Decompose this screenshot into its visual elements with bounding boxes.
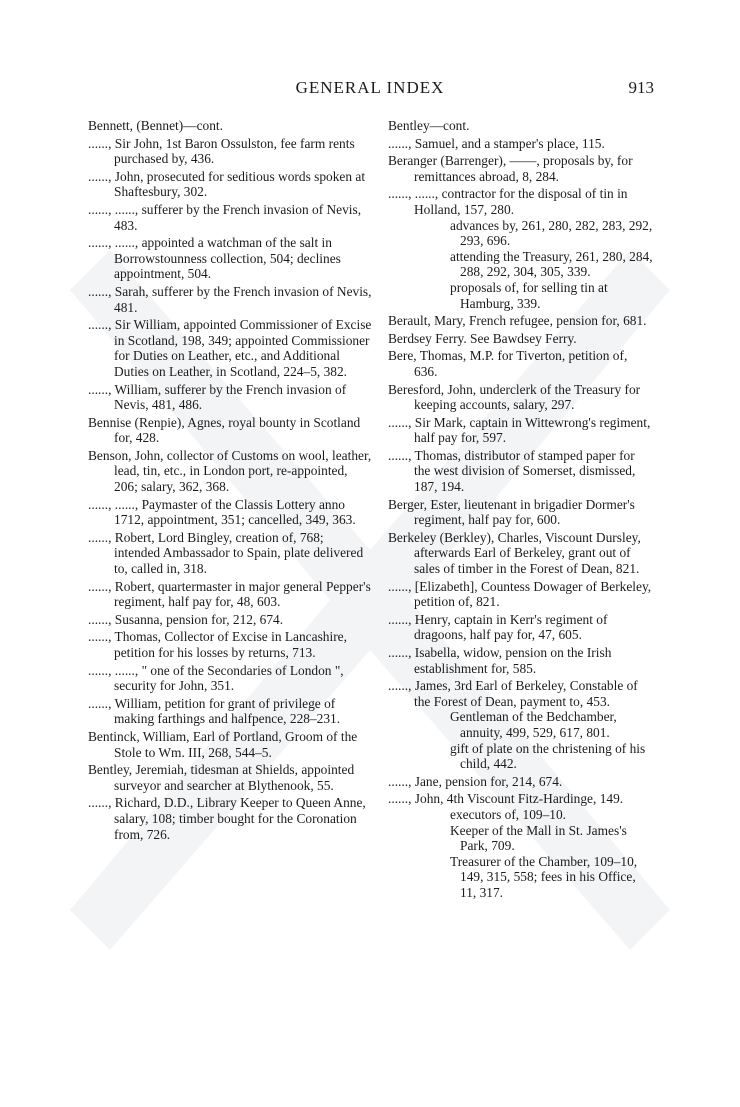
index-entry-text: Bentley, Jeremiah, tidesman at Shields, appointed surveyor and searcher at Blythenook, 55. — [88, 762, 355, 793]
index-entry — [88, 448, 373, 495]
index-subentry: proposals of, for selling tin at Hamburg, 339. — [450, 279, 608, 311]
index-entry-text: ......, Susanna, pension for, 212, 674. — [88, 611, 284, 627]
index-entry-text: ......, [Elizabeth], Countess Dowager of Berkeley, petition of, 821. — [388, 578, 652, 610]
index-entry-text: Bere, Thomas, M.P. for Tiverton, petition of, 636. — [388, 348, 628, 379]
index-entry — [88, 696, 373, 727]
right-index-column — [388, 118, 654, 903]
index-entry — [88, 382, 373, 413]
index-entry — [388, 497, 654, 528]
index-entry — [388, 331, 654, 347]
index-entry-text: ......, Thomas, Collector of Excise in Lancashire, petition for his losses by returns, 713. — [88, 629, 347, 660]
index-subentry: Treasurer of the Chamber, 109–10, 149, 315, 558; fees in his Office, 11, 317. — [450, 853, 638, 900]
index-subentry: Keeper of the Mall in St. James's Park, 709. — [450, 822, 627, 854]
index-entry-text: ......, Henry, captain in Kerr's regiment of dragoons, half pay for, 47, 605. — [388, 611, 608, 643]
index-entry-text: ......, Jane, pension for, 214, 674. — [388, 773, 563, 789]
index-entry-text: ......, ......, Paymaster of the Classis Lottery anno 1712, appointment, 351; cancelled, 349, 363. — [88, 496, 356, 528]
index-entry-text: Berger, Ester, lieutenant in brigadier Dormer's regiment, half pay for, 600. — [388, 496, 635, 528]
index-entry — [88, 497, 373, 528]
index-entry-text: ......, William, petition for grant of privilege of making farthings and halfpence, 228–231. — [88, 695, 341, 727]
index-entry-text: Berkeley (Berkley), Charles, Viscount Dursley, afterwards Earl of Berkeley, grant out of sales of timber in the Forest of Dean, 821. — [388, 529, 641, 577]
index-entry-text: Beranger (Barrenger), ——, proposals by, for remittances abroad, 8, 284. — [388, 153, 633, 184]
continuation-heading: Bentley—cont. — [388, 118, 470, 133]
index-entry-text: Bennise (Renpie), Agnes, royal bounty in Scotland for, 428. — [88, 414, 361, 446]
running-title: GENERAL INDEX — [295, 78, 445, 97]
index-entry — [88, 530, 373, 577]
index-entry — [88, 415, 373, 446]
index-entry — [88, 629, 373, 660]
index-entry — [388, 791, 654, 900]
index-entry — [388, 382, 654, 413]
index-entry — [388, 645, 654, 676]
index-subentry: advances by, 261, 280, 282, 283, 292, 293, 696. — [450, 217, 653, 249]
index-entry-text: ......, ......, " one of the Secondaries of London ", security for John, 351. — [88, 662, 344, 694]
index-entry — [88, 169, 373, 200]
index-entry — [388, 153, 654, 184]
index-entry — [388, 579, 654, 610]
continuation-heading: Bennett, (Bennet)—cont. — [88, 118, 223, 133]
index-entry — [388, 612, 654, 643]
index-entry-text: ......, Sir Mark, captain in Wittewrong's regiment, half pay for, 597. — [388, 414, 651, 446]
index-entry-text: ......, Robert, quartermaster in major general Pepper's regiment, half pay for, 48, 603. — [88, 578, 371, 610]
index-entry-text: Bentinck, William, Earl of Portland, Groom of the Stole to Wm. III, 268, 544–5. — [88, 728, 358, 760]
index-entry — [388, 348, 654, 379]
index-entry — [388, 774, 654, 790]
index-entry-text: ......, Sir William, appointed Commissioner of Excise in Scotland, 198, 349; appointed Commissioner for Duties on Leather, etc., and Additional Duties on Leather, in Scotland, 224–5, 382. — [88, 317, 372, 379]
index-subentry: attending the Treasury, 261, 280, 284, 288, 292, 304, 305, 339. — [450, 248, 653, 280]
index-entry-text: Benson, John, collector of Customs on wool, leather, lead, tin, etc., in London port, re-appointed, 206; salary, 362, 368. — [88, 447, 372, 495]
index-entry — [88, 317, 373, 379]
index-entry-text: ......, Isabella, widow, pension on the Irish establishment for, 585. — [388, 645, 612, 676]
page-number: 913 — [628, 78, 654, 97]
index-entry-text: Beresford, John, underclerk of the Treasury for keeping accounts, salary, 297. — [388, 381, 641, 413]
index-subentry: gift of plate on the christening of his child, 442. — [450, 740, 646, 772]
index-entry — [88, 663, 373, 694]
index-entry-text: ......, Samuel, and a stamper's place, 115. — [388, 135, 605, 151]
index-entry-text: ......, Sir John, 1st Baron Ossulston, fee farm rents purchased by, 436. — [88, 135, 355, 167]
index-entry-text: ......, Richard, D.D., Library Keeper to Queen Anne, salary, 108; timber bought for the Coronation from, 726. — [88, 795, 366, 842]
left-index-column — [88, 118, 373, 844]
index-entry — [88, 729, 373, 760]
page-header — [0, 78, 740, 100]
index-subentry: Gentleman of the Bedchamber, annuity, 499, 529, 617, 801. — [450, 709, 617, 740]
index-entry — [388, 186, 654, 311]
index-entry — [388, 136, 654, 152]
index-entry-text: ......, Sarah, sufferer by the French invasion of Nevis, 481. — [88, 283, 372, 315]
index-entry — [88, 612, 373, 628]
index-entry-text: ......, William, sufferer by the French invasion of Nevis, 481, 486. — [88, 381, 347, 413]
index-entry — [388, 415, 654, 446]
index-entry — [88, 136, 373, 167]
index-entry — [88, 235, 373, 282]
index-entry — [388, 313, 654, 329]
index-entry — [88, 579, 373, 610]
index-entry-text: ......, ......, sufferer by the French invasion of Nevis, 483. — [88, 201, 362, 233]
index-entry-text: ......, Robert, Lord Bingley, creation of, 768; intended Ambassador to Spain, plate delivered to, called in, 318. — [88, 529, 364, 577]
index-entry-text: ......, John, 4th Viscount Fitz-Hardinge, 149. — [388, 791, 624, 807]
index-entry-text: ......, John, prosecuted for seditious words spoken at Shaftesbury, 302. — [88, 168, 366, 200]
index-entry — [88, 762, 373, 793]
index-entry-text: ......, ......, contractor for the disposal of tin in Holland, 157, 280. — [388, 186, 628, 217]
index-entry — [388, 530, 654, 577]
index-entry-text: ......, James, 3rd Earl of Berkeley, Constable of the Forest of Dean, payment to, 453. — [388, 678, 638, 709]
index-entry-text: Berdsey Ferry. See Bawdsey Ferry. — [388, 330, 577, 346]
index-subentry: executors of, 109–10. — [450, 806, 567, 822]
index-entry — [88, 795, 373, 842]
index-entry — [388, 448, 654, 495]
index-entry-text: Berault, Mary, French refugee, pension for, 681. — [388, 313, 647, 329]
index-entry-text: ......, ......, appointed a watchman of the salt in Borrowstounness collection, 504; declines appointment, 504. — [88, 235, 341, 282]
index-entry-text: ......, Thomas, distributor of stamped paper for the west division of Somerset, dismissed, 187, 194. — [388, 447, 636, 495]
index-entry — [388, 678, 654, 772]
index-entry — [88, 284, 373, 315]
index-entry — [88, 202, 373, 233]
